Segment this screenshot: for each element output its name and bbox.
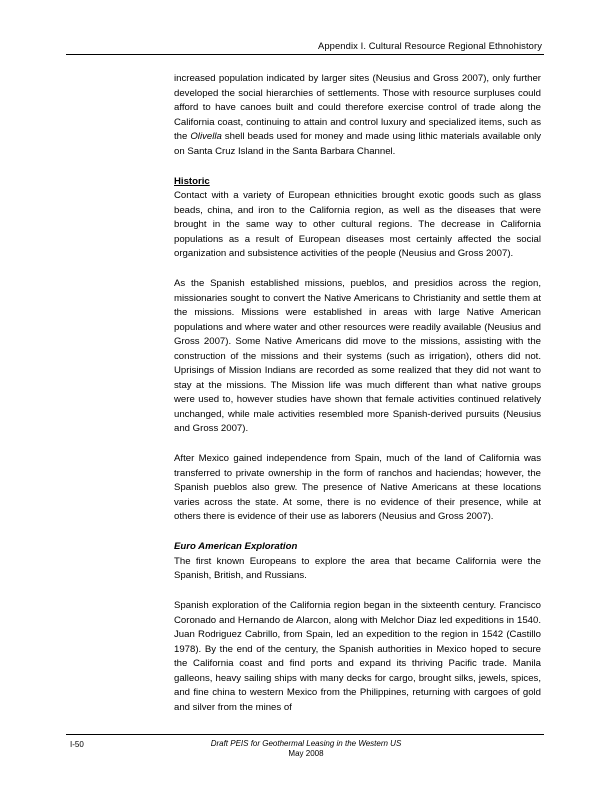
paragraph-mexican-independence: After Mexico gained independence from Spain, much of the land of California was transferred to private ownership in the form of ranchos and haciendas; however, the Spanish pueblos also grew. The presence of Native Americans at these locations varies across the state. At some, there is no evidence of their presence, while at others there is evidence of their use as laborers (Neusius and Gross 2007). <box>174 453 541 522</box>
footer-date: May 2008 <box>288 749 324 758</box>
page-number: I-50 <box>70 740 84 749</box>
running-header: Appendix I. Cultural Resource Regional Ethnohistory <box>318 40 542 51</box>
paragraph-text: increased population indicated by larger sites (Neusius and Gross 2007), only further developed the social hierarchies of settlements. Those with resource surpluses could afford to have canoes built and could therefore exercise control of trade along the California coast, continuing to attain and control luxury and specialized items, such as the <box>174 73 541 142</box>
italic-term-olivella: Olivella <box>190 131 222 142</box>
section-heading-euro-american-exploration: Euro American Exploration <box>174 541 298 552</box>
paragraph-european-contact: Contact with a variety of European ethnicities brought exotic goods such as glass beads, china, and iron to the California region, as well as the diseases that were brought in the same way to other cultural regions. The decrease in California populations as a result of European diseases most certainly affected the social organization and subsistence activities of the people (Neusius and Gross 2007). <box>174 190 541 259</box>
body-text <box>174 72 541 715</box>
paragraph-spanish-exploration: Spanish exploration of the California region began in the sixteenth century. Francisco Coronado and Hernando de Alarcon, along with Melchor Diaz led expeditions in 1540. Juan Rodriguez Cabrillo, from Spain, led an expedition to the region in 1542 (Castillo 1978). By the end of the century, the Spanish authorities in Mexico hoped to secure the California coast and find ports and expand its thriving Pacific trade. Manila galleons, heavy sailing ships with many decks for cargo, brought silks, jewels, spices, and fine china to western Mexico from the Philippines, returning with cargoes of gold and silver from the mines of <box>174 600 541 713</box>
paragraph-spanish-missions: As the Spanish established missions, pueblos, and presidios across the region, missionaries sought to convert the Native Americans to Christianity and settle them at the missions. Missions were established in areas with large Native American populations and where water and other resources were readily available (Neusius and Gross 2007). Some Native Americans did move to the missions, assisting with the construction of the missions and their systems (such as irrigation), others did not. Uprisings of Mission Indians are recorded as some realized that they did not want to stay at the missions. The Mission life was much different than what native groups were used to, however studies have shown that female activities continued relatively unchanged, while male activities resembled more Spanish-derived pursuits (Neusius and Gross 2007). <box>174 278 541 434</box>
paragraph-text: shell beads used for money and made using lithic materials available only on Santa Cruz Island in the Santa Barbara Channel. <box>174 131 541 157</box>
paragraph-first-europeans: The first known Europeans to explore the area that became California were the Spanish, British, and Russians. <box>174 555 541 581</box>
footer-document-title: Draft PEIS for Geothermal Leasing in the Western US <box>210 739 402 748</box>
header-rule <box>66 54 544 55</box>
section-heading-historic: Historic <box>174 175 210 187</box>
footer-rule <box>66 734 544 735</box>
paragraph-trade-hierarchies <box>174 72 541 159</box>
